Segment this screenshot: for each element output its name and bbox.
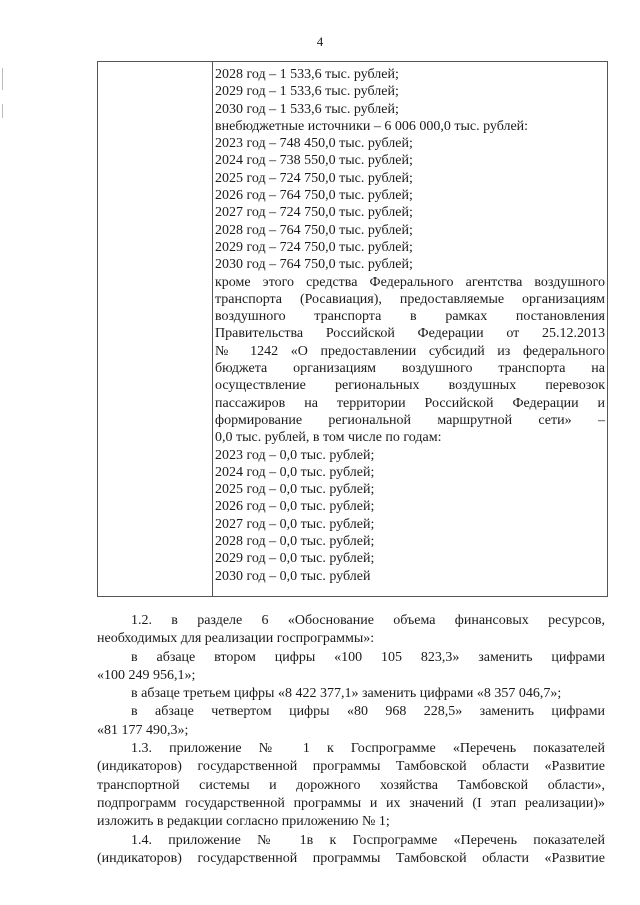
body-line: в абзаце втором цифры «100 105 823,3» заменить цифрами — [131, 649, 605, 665]
table-line: № 1242 «О предоставлении субсидий из федерального — [215, 343, 605, 359]
body-line: изложить в редакции согласно приложению № 1; — [97, 814, 390, 830]
funding-table — [97, 61, 608, 597]
body-line: «81 177 490,3»; — [97, 722, 189, 738]
table-line: транспорта (Росавиация), предоставляемые организациям — [215, 291, 605, 307]
scan-margin-mark — [2, 68, 3, 90]
table-line: 2026 год – 0,0 тыс. рублей; — [215, 499, 375, 515]
table-line: 2030 год – 764 750,0 тыс. рублей; — [215, 257, 413, 273]
table-column-divider — [212, 62, 213, 596]
body-line: транспортной системы и дорожного хозяйства Тамбовской области», — [97, 777, 605, 793]
table-line: 2028 год – 764 750,0 тыс. рублей; — [215, 222, 413, 238]
table-line: 2027 год – 0,0 тыс. рублей; — [215, 516, 375, 532]
table-line: 2025 год – 724 750,0 тыс. рублей; — [215, 170, 413, 186]
table-line: 2023 год – 748 450,0 тыс. рублей; — [215, 136, 413, 152]
table-line: 2024 год – 738 550,0 тыс. рублей; — [215, 153, 413, 169]
table-line: пассажиров на территории Российской Федерации и — [215, 395, 605, 411]
table-line: 2028 год – 1 533,6 тыс. рублей; — [215, 67, 399, 82]
table-line: 2023 год – 0,0 тыс. рублей; — [215, 447, 375, 463]
body-line: «100 249 956,1»; — [97, 667, 196, 683]
body-line: подпрограмм государственной программы и их значений (I этап реализации)» — [97, 795, 605, 811]
table-line: 2030 год – 1 533,6 тыс. рублей; — [215, 101, 399, 117]
body-line: (индикаторов) государственной программы Тамбовской области «Развитие — [97, 759, 605, 775]
table-line: 2029 год – 1 533,6 тыс. рублей; — [215, 84, 399, 100]
table-line: 2026 год – 764 750,0 тыс. рублей; — [215, 188, 413, 204]
table-line: 2024 год – 0,0 тыс. рублей; — [215, 464, 375, 480]
table-line: 2027 год – 724 750,0 тыс. рублей; — [215, 205, 413, 221]
table-line: 2029 год – 0,0 тыс. рублей; — [215, 551, 375, 567]
table-line: внебюджетные источники – 6 006 000,0 тыс. рублей: — [215, 118, 529, 134]
table-line: 2028 год – 0,0 тыс. рублей; — [215, 534, 375, 550]
body-line: 1.3. приложение № 1 к Госпрограмме «Перечень показателей — [131, 741, 605, 757]
body-line: в абзаце четвертом цифры «80 968 228,5» заменить цифрами — [131, 704, 605, 720]
body-line: необходимых для реализации госпрограммы»: — [97, 631, 375, 647]
table-line: кроме этого средства Федерального агентства воздушного — [215, 274, 605, 290]
body-line: в абзаце третьем цифры «8 422 377,1» заменить цифрами «8 357 046,7»; — [131, 686, 562, 702]
body-line: 1.4. приложение № 1в к Госпрограмме «Перечень показателей — [131, 832, 605, 848]
document-body — [97, 612, 605, 868]
table-line: 2029 год – 724 750,0 тыс. рублей; — [215, 239, 413, 255]
table-line: бюджета организациям воздушного транспорта на — [215, 361, 605, 377]
table-line: осуществление региональных воздушных перевозок — [215, 378, 605, 394]
page-number: 4 — [316, 34, 324, 49]
body-line: 1.2. в разделе 6 «Обоснование объема финансовых ресурсов, — [131, 613, 605, 628]
table-line: Правительства Российской Федерации от 25.12.2013 — [215, 326, 605, 342]
table-line: 2025 год – 0,0 тыс. рублей; — [215, 482, 375, 498]
table-right-cell — [215, 66, 605, 585]
scan-margin-mark — [2, 104, 3, 118]
table-line: воздушного транспорта в рамках постановления — [215, 309, 605, 325]
body-line: (индикаторов) государственной программы Тамбовской области «Развитие — [97, 850, 605, 866]
table-line: 2030 год – 0,0 тыс. рублей — [215, 568, 371, 584]
table-line: формирование региональной маршрутной сети» – — [215, 412, 605, 428]
table-line: 0,0 тыс. рублей, в том числе по годам: — [215, 430, 442, 446]
